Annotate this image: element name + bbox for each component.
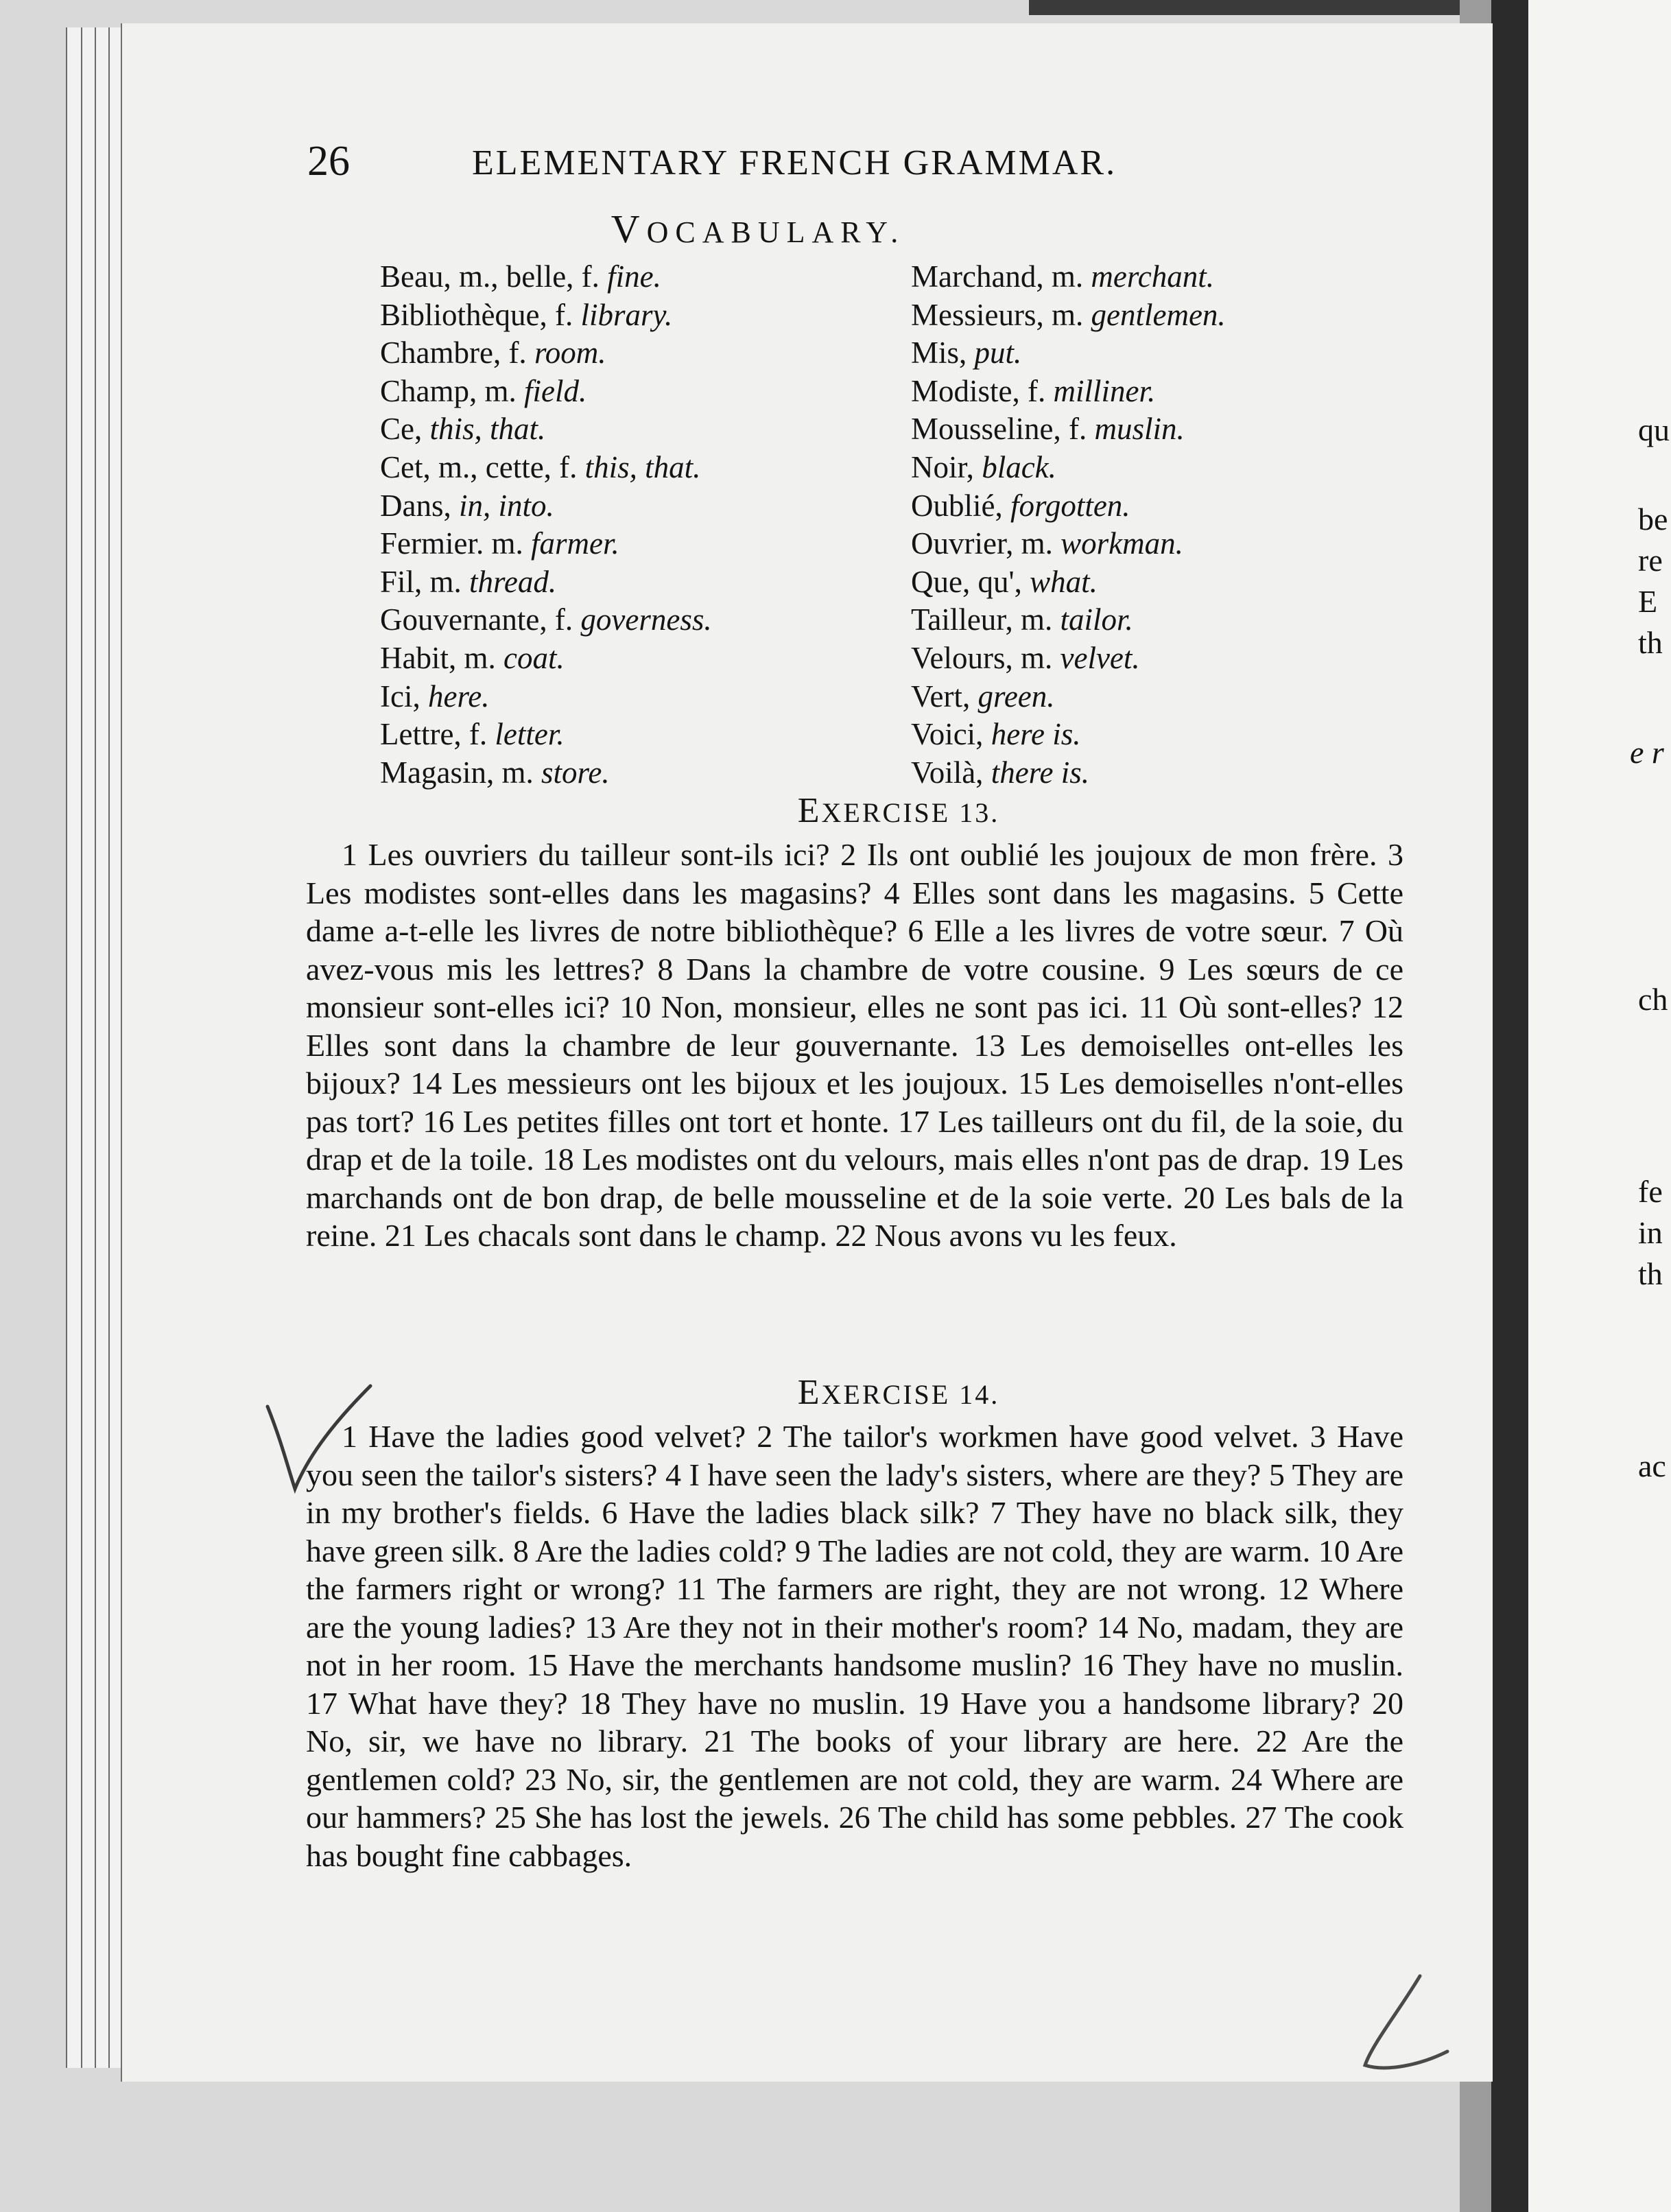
vocab-entry (380, 334, 712, 373)
vocab-word: Habit, m. (380, 640, 503, 675)
vocab-word: Ici, (380, 679, 428, 714)
facing-page-fragment: e r (1630, 735, 1664, 770)
vocab-word: Modiste, f. (911, 373, 1054, 408)
vocab-meaning: letter. (495, 717, 565, 752)
facing-page-fragment: th (1638, 1256, 1663, 1291)
vocab-word: Ouvrier, m. (911, 526, 1061, 561)
vocab-word: Beau, m., belle, f. (380, 259, 608, 294)
vocab-word: Fermier. m. (380, 526, 531, 561)
vocab-meaning: store. (541, 755, 610, 790)
book-gutter (1491, 0, 1528, 2212)
exercise-13-heading: EXERCISE 13. (797, 791, 1000, 830)
vocab-word: Fil, m. (380, 564, 470, 599)
vocab-meaning: black. (982, 449, 1056, 484)
vocab-word: Lettre, f. (380, 717, 495, 752)
vocab-entry (380, 449, 712, 487)
vocab-entry (911, 334, 1226, 373)
vocab-meaning: governess. (580, 602, 712, 637)
vocab-meaning: farmer. (530, 526, 619, 561)
vocab-word: Voici, (911, 717, 991, 752)
facing-page-fragment: qu (1638, 412, 1670, 447)
vocab-entry (380, 525, 712, 563)
vocab-word: Marchand, m. (911, 259, 1091, 294)
vocab-meaning: here. (427, 679, 490, 714)
vocabulary-right-column (911, 258, 1226, 792)
vocab-meaning: here is. (991, 717, 1081, 752)
exercise-14-heading: EXERCISE 14. (797, 1373, 1000, 1412)
vocab-word: Que, qu', (911, 564, 1030, 599)
vocab-meaning: workman. (1060, 526, 1183, 561)
vocab-meaning: in, into. (458, 488, 554, 523)
vocab-meaning: thread. (469, 564, 557, 599)
vocab-word: Bibliothèque, f. (380, 297, 581, 332)
facing-page-fragment: re (1638, 543, 1663, 578)
vocab-entry (380, 563, 712, 602)
vocab-word: Velours, m. (911, 640, 1060, 675)
vocab-word: Voilà, (911, 755, 991, 790)
vocab-word: Cet, m., cette, f. (380, 449, 585, 484)
vocab-word: Dans, (380, 488, 459, 523)
facing-page-fragment: th (1638, 625, 1663, 660)
facing-page-fragment: E (1638, 584, 1658, 619)
vocab-entry (380, 487, 712, 526)
vocab-meaning: room. (534, 336, 606, 370)
vocabulary-heading: VOCABULARY. (611, 207, 905, 251)
vocab-word: Magasin, m. (380, 755, 541, 790)
pencil-mark (1344, 1962, 1454, 2099)
vocab-meaning: merchant. (1091, 259, 1214, 294)
vocab-entry (911, 678, 1226, 716)
vocab-meaning: green. (977, 679, 1055, 714)
vocab-meaning: fine. (607, 259, 661, 294)
vocab-meaning: tailor. (1060, 602, 1133, 637)
vocab-word: Mousseline, f. (911, 412, 1095, 447)
facing-page-fragment: ch (1638, 982, 1668, 1017)
vocab-entry (380, 678, 712, 716)
vocab-entry (380, 716, 712, 754)
vocab-meaning: library. (580, 297, 673, 332)
vocab-entry (911, 525, 1226, 563)
vocab-entry (911, 258, 1226, 296)
facing-page-fragment: in (1638, 1215, 1663, 1250)
vocab-entry (911, 296, 1226, 335)
vocab-entry (380, 258, 712, 296)
vocab-meaning: this, that. (429, 412, 546, 447)
vocab-word: Champ, m. (380, 373, 524, 408)
vocab-entry (911, 373, 1226, 411)
vocab-entry (380, 639, 712, 678)
vocab-meaning: forgotten. (1010, 488, 1130, 523)
vocab-entry (380, 410, 712, 449)
vocab-meaning: this, that. (584, 449, 701, 484)
vocab-entry (911, 639, 1226, 678)
vocab-entry (911, 563, 1226, 602)
facing-page-fragment: ac (1638, 1448, 1666, 1483)
facing-page-fragment: be (1638, 502, 1668, 537)
vocab-entry (911, 410, 1226, 449)
vocab-word: Chambre, f. (380, 336, 534, 370)
vocab-meaning: what. (1030, 564, 1098, 599)
vocab-meaning: gentlemen. (1091, 297, 1226, 332)
vocabulary-left-column (380, 258, 712, 792)
running-title: ELEMENTARY FRENCH GRAMMAR. (472, 143, 1117, 183)
vocab-meaning: field. (524, 373, 587, 408)
vocab-meaning: velvet. (1060, 640, 1140, 675)
pencil-check-mark (254, 1379, 377, 1503)
vocab-entry (911, 754, 1226, 792)
vocab-entry (380, 373, 712, 411)
vocab-entry (911, 449, 1226, 487)
vocab-entry (380, 754, 712, 792)
vocab-meaning: there is. (991, 755, 1089, 790)
vocab-word: Oublié, (911, 488, 1010, 523)
vocab-word: Gouvernante, f. (380, 602, 581, 637)
vocab-entry (380, 601, 712, 639)
vocab-word: Noir, (911, 449, 982, 484)
page-number: 26 (307, 138, 350, 185)
exercise-13-text: 1 Les ouvriers du tailleur sont-ils ici? 2 Ils ont oublié les joujoux de mon frère. 3 Les modistes sont-elles dans les magasins? 4 Elles sont dans les magasins. 5 Cette dame a-t-elle les livres de notre bibliothèque? 6 Elle a les livres de votre sœur. 7 Où avez-vous mis les lettres? 8 Dans la chambre de votre cousine. 9 Les sœurs de ce monsieur sont-elles ici? 10 Non, monsieur, elles ne sont pas ici. 11 Où sont-elles? 12 Elles sont dans la chambre de leur gouvernante. 13 Les demoiselles ont-elles les bijoux? 14 Les messieurs ont les bijoux et les joujoux. 15 Les demoiselles n'ont-elles pas tort? 16 Les petites filles ont tort et honte. 17 Les tailleurs ont du fil, de la soie, du drap et de la toile. 18 Les modistes ont du velours, mais elles n'ont pas de drap. 19 Les marchands ont de bon drap, de belle mousseline et de la soie verte. 20 Les bals de la reine. 21 Les chacals sont dans le champ. 22 Nous avons vu les feux. (306, 837, 1403, 1253)
vocab-meaning: milliner. (1053, 373, 1156, 408)
vocab-word: Tailleur, m. (911, 602, 1060, 637)
vocab-word: Vert, (911, 679, 978, 714)
vocab-meaning: coat. (503, 640, 565, 675)
facing-page (1528, 0, 1671, 2212)
vocab-word: Mis, (911, 336, 975, 370)
vocab-word: Ce, (380, 412, 430, 447)
vocab-meaning: put. (974, 336, 1022, 370)
facing-page-fragment: fe (1638, 1174, 1663, 1209)
vocab-entry (380, 296, 712, 335)
vocab-entry (911, 487, 1226, 526)
exercise-14-text: 1 Have the ladies good velvet? 2 The tailor's workmen have good velvet. 3 Have you seen the tailor's sisters? 4 I have seen the lady's sisters, where are they? 5 They are in my brother's fields. 6 Have the ladies black silk? 7 They have no black silk, they have green silk. 8 Are the ladies cold? 9 The ladies are not cold, they are warm. 10 Are the farmers right or wrong? 11 The farmers are right, they are not wrong. 12 Where are the young ladies? 13 Are they not in their mother's room? 14 No, madam, they are not in her room. 15 Have the merchants handsome muslin? 16 They have no muslin. 17 What have they? 18 They have no muslin. 19 Have you a handsome library? 20 No, sir, we have no library. 21 The books of your library are here. 22 Are the gentlemen cold? 23 No, sir, the gentlemen are not cold, they are warm. 24 Where are our hammers? 25 She has lost the jewels. 26 The child has some pebbles. 27 The cook has bought fine cabbages. (306, 1419, 1403, 1873)
vocab-word: Messieurs, m. (911, 297, 1091, 332)
vocab-entry (911, 601, 1226, 639)
vocab-entry (911, 716, 1226, 754)
vocab-meaning: muslin. (1094, 412, 1185, 447)
